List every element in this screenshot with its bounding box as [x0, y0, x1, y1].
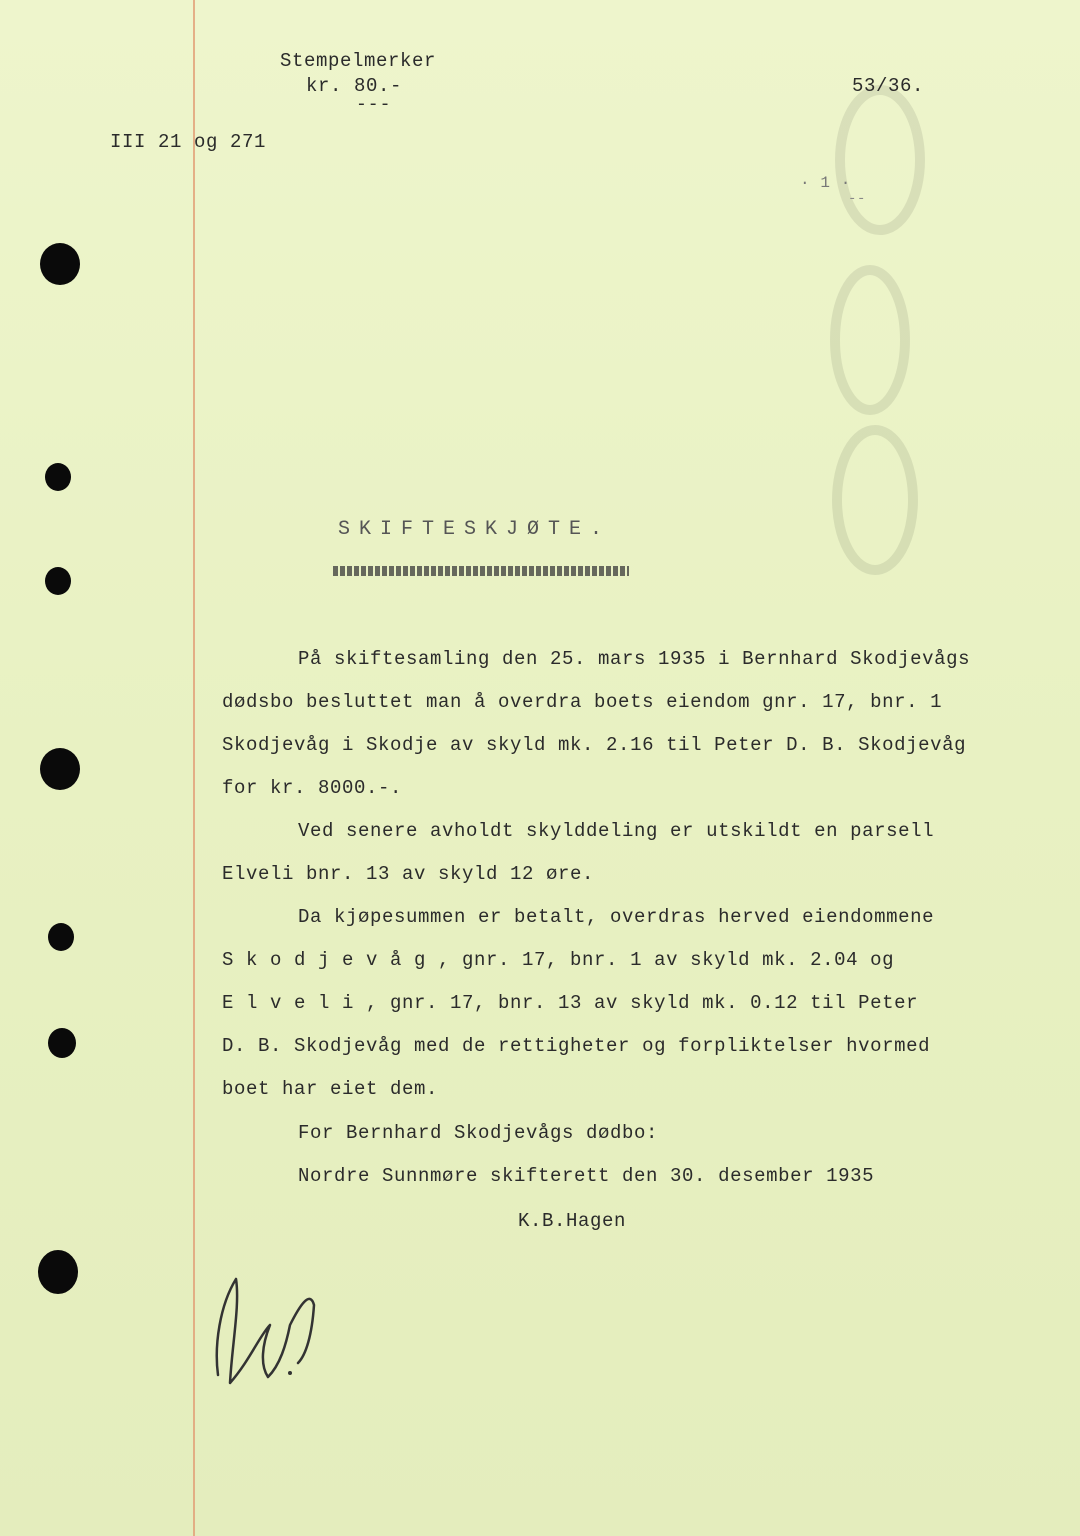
body-line: boet har eiet dem. — [222, 1078, 439, 1100]
margin-dashes: -- — [848, 191, 867, 207]
binder-hole-icon — [38, 1250, 78, 1294]
body-line: På skiftesamling den 25. mars 1935 i Bernhard Skodjevågs — [298, 648, 971, 670]
stamp-amount: kr. 80.- — [306, 75, 403, 97]
body-line: Skodjevåg i Skodje av skyld mk. 2.16 til Peter D. B. Skodjevåg — [222, 734, 967, 756]
body-line: Nordre Sunnmøre skifterett den 30. desember 1935 — [298, 1165, 875, 1187]
binder-hole-icon — [48, 923, 74, 951]
margin-note: · 1 · — [800, 174, 852, 192]
stamp-dashes: --- — [356, 95, 392, 115]
binder-hole-icon — [40, 748, 80, 790]
body-line: S k o d j e v å g , gnr. 17, bnr. 1 av skyld mk. 2.04 og — [222, 949, 895, 971]
body-line: Ved senere avholdt skylddeling er utskildt en parsell — [298, 820, 935, 842]
handwritten-signature-icon — [210, 1265, 330, 1395]
body-line: Da kjøpesummen er betalt, overdras herved eiendommene — [298, 906, 935, 928]
margin-rule — [193, 0, 195, 1536]
signer-name: K.B.Hagen — [518, 1210, 627, 1232]
title-underline — [333, 566, 629, 576]
bleed-through-mark-icon — [780, 80, 980, 640]
reference-number: III 21 og 271 — [110, 131, 267, 153]
body-line: for kr. 8000.-. — [222, 777, 403, 799]
binder-hole-icon — [45, 463, 71, 491]
body-line: For Bernhard Skodjevågs dødbo: — [298, 1122, 659, 1144]
body-line: dødsbo besluttet man å overdra boets eiendom gnr. 17, bnr. 1 — [222, 691, 943, 713]
body-line: E l v e l i , gnr. 17, bnr. 13 av skyld mk. 0.12 til Peter — [222, 992, 919, 1014]
document-title: SKIFTESKJØTE. — [338, 518, 612, 541]
body-line: D. B. Skodjevåg med de rettigheter og forpliktelser hvormed — [222, 1035, 931, 1057]
body-line: Elveli bnr. 13 av skyld 12 øre. — [222, 863, 595, 885]
stamp-label: Stempelmerker — [280, 50, 437, 72]
binder-hole-icon — [45, 567, 71, 595]
case-number: 53/36. — [852, 75, 925, 97]
binder-hole-icon — [40, 243, 80, 285]
binder-hole-icon — [48, 1028, 76, 1058]
